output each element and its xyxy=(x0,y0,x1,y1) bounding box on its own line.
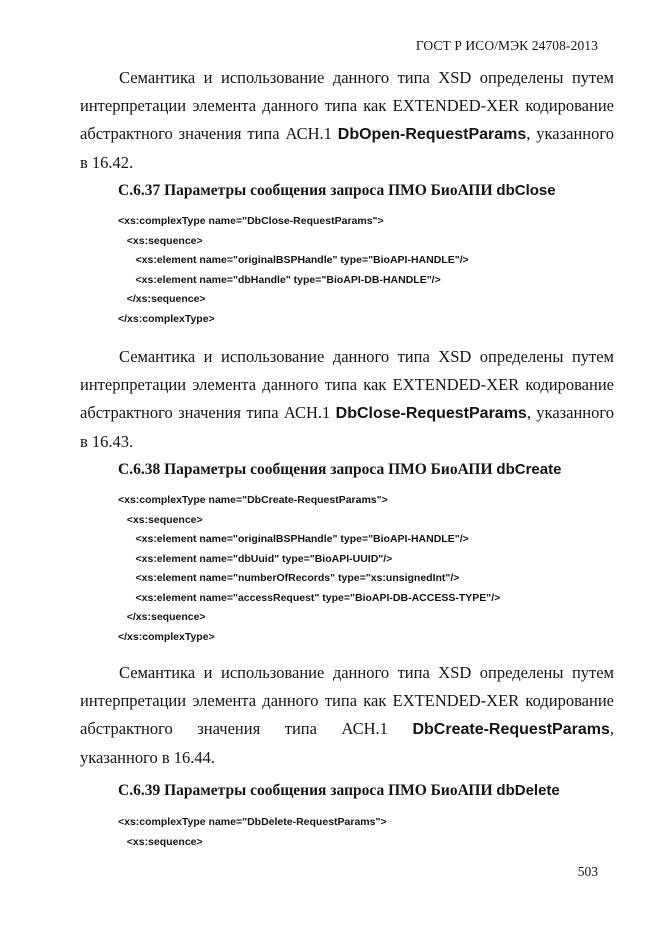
paragraph-text: , указанного в 16.44. xyxy=(80,719,614,767)
paragraph-text: , указанного в 16.42. xyxy=(80,124,614,172)
xsd-code-block xyxy=(118,491,500,647)
code-line: <xs:sequence> xyxy=(118,234,203,247)
code-line: <xs:element name="dbHandle" type="BioAPI-DB-HANDLE"/> xyxy=(118,273,441,286)
paragraph-text: Семантика и использование данного типа XSD определены путем интерпретации элемента данного типа как EXTENDED-XER кодирование абстрактного значения типа АСН.1 xyxy=(80,68,614,143)
code-line: </xs:sequence> xyxy=(118,611,206,623)
type-term: DbClose-RequestParams xyxy=(335,405,527,422)
paragraph-text: Семантика и использование данного типа XSD определены путем интерпретации элемента данного типа как EXTENDED-XER кодирование абстрактного значения типа АСН.1 xyxy=(80,663,614,738)
code-line: <xs:sequence> xyxy=(118,513,203,526)
code-line: <xs:element name="numberOfRecords" type="xs:unsignedInt"/> xyxy=(118,572,460,584)
code-line: <xs:element name="originalBSPHandle" type="BioAPI-HANDLE"/> xyxy=(118,533,469,545)
semantics-paragraph xyxy=(80,343,614,456)
paragraph-text: , указанного в 16.43. xyxy=(80,403,614,451)
code-line: <xs:complexType name="DbCreate-RequestParams"> xyxy=(118,494,388,506)
function-name: dbCreate xyxy=(496,461,562,478)
section-heading-text: С.6.37 Параметры сообщения запроса ПМО БиоАПИ xyxy=(118,182,497,199)
code-line: <xs:complexType name="DbDelete-RequestParams"> xyxy=(118,816,387,828)
section-heading xyxy=(118,461,561,479)
function-name: dbDelete xyxy=(496,782,560,799)
code-line: </xs:complexType> xyxy=(118,312,215,325)
semantics-paragraph xyxy=(80,659,614,772)
paragraph-text: Семантика и использование данного типа XSD определены путем интерпретации элемента данного типа как EXTENDED-XER кодирование абстрактного значения типа АСН.1 xyxy=(80,347,614,422)
type-term: DbCreate-RequestParams xyxy=(412,721,610,738)
code-line: <xs:element name="accessRequest" type="BioAPI-DB-ACCESS-TYPE"/> xyxy=(118,591,501,604)
type-term: DbOpen-RequestParams xyxy=(337,126,527,143)
function-name: dbClose xyxy=(496,182,556,199)
section-heading xyxy=(118,782,560,800)
code-line: </xs:sequence> xyxy=(118,293,206,305)
section-heading-text: С.6.39 Параметры сообщения запроса ПМО БиоАПИ xyxy=(118,782,497,799)
xsd-code-block xyxy=(118,212,469,329)
code-line: <xs:element name="originalBSPHandle" type="BioAPI-HANDLE"/> xyxy=(118,254,469,266)
code-line: <xs:element name="dbUuid" type="BioAPI-UUID"/> xyxy=(118,552,393,565)
section-heading-text: С.6.38 Параметры сообщения запроса ПМО БиоАПИ xyxy=(118,461,497,478)
section-heading xyxy=(118,182,556,200)
semantics-paragraph xyxy=(80,64,614,177)
code-line: <xs:complexType name="DbClose-RequestParams"> xyxy=(118,215,384,227)
code-line: </xs:complexType> xyxy=(118,630,215,643)
running-header: ГОСТ Р ИСО/МЭК 24708-2013 xyxy=(415,38,598,53)
page-number: 503 xyxy=(577,864,598,879)
code-line: <xs:sequence> xyxy=(118,835,203,848)
xsd-code-block xyxy=(118,813,387,852)
